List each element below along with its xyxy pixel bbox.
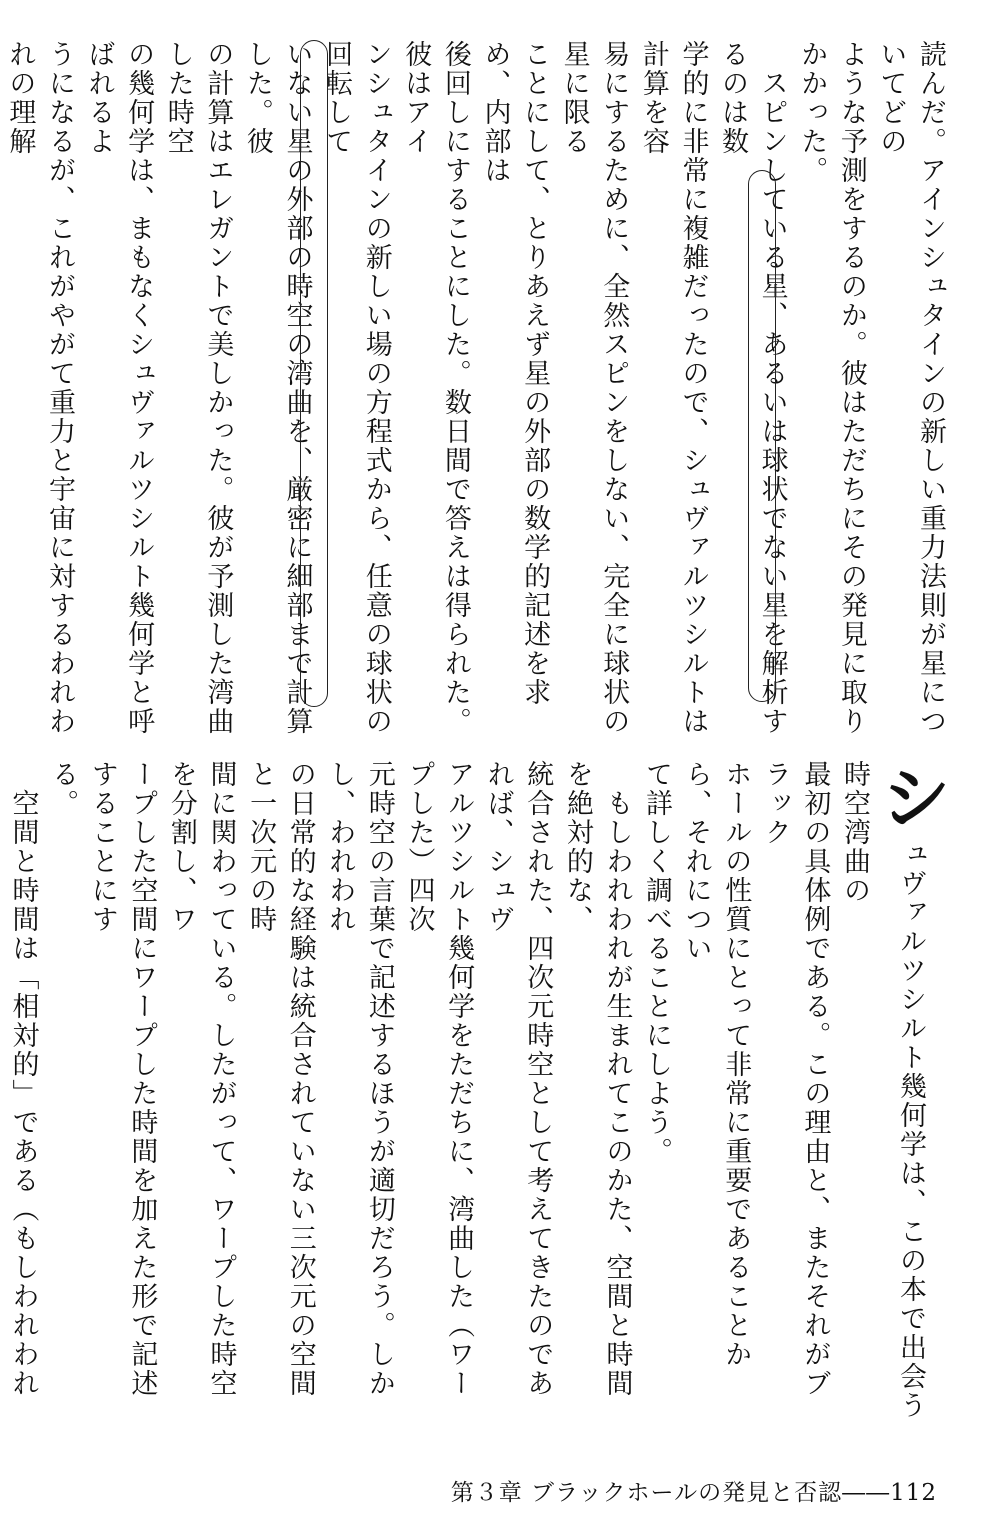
text-column: アルツシルト幾何学をただちに、湾曲した（ワープした）四次: [403, 760, 475, 1398]
page-footer: [451, 1474, 937, 1507]
lower-text-block: [7, 760, 953, 1420]
text-column: 統合された、四次元時空として考えてきたのであれば、シュヴ: [482, 760, 554, 1398]
text-column: の計算はエレガントで美しかった。彼が予測した湾曲した時空: [162, 40, 234, 736]
text-column: 学的に非常に複雑だったので、シュヴァルツシルトは計算を容: [637, 40, 709, 736]
text-column: ような予測をするのか。彼はただちにその発見に取りかかった。: [796, 40, 867, 736]
page-number: 112: [890, 1480, 937, 1506]
text-column: [834, 760, 953, 1420]
footer-dash: ――: [842, 1480, 891, 1506]
text-column: の幾何学は、まもなくシュヴァルツシルト幾何学と呼ばれるよ: [83, 40, 155, 736]
text-column: の日常的な経験は統合されていない三次元の空間と一次元の時: [245, 760, 316, 1398]
text-column: 間に関わっている。したがって、ワープした時空を分割し、ワ: [165, 760, 237, 1398]
text-column: 元時空の言葉で記述するほうが適切だろう。しかし、われわれ: [324, 760, 395, 1398]
text-column: ンシュタインの新しい場の方程式から、任意の球状の回転して: [321, 40, 392, 736]
text-column: 読んだ。アインシュタインの新しい重力法則が星についてどの: [875, 40, 946, 736]
text-column: いない星の外部の時空の湾曲を、厳密に細部まで計算した。彼: [241, 40, 313, 736]
text-column: ープした空間にワープした時間を加えた形で記述することにす: [86, 760, 158, 1398]
text-column-body: ュヴァルツシルト幾何学は、この本で出会う時空湾曲の: [839, 760, 926, 1420]
chapter-label: 第３章: [450, 1480, 523, 1506]
text-column: もしわれわれが生まれてこのかた、空間と時間を絶対的な、: [561, 760, 633, 1398]
text-column: て詳しく調べることにしよう。: [641, 760, 673, 1166]
text-column: ことにして、とりあえず星の外部の数学的記述を求め、内部は: [479, 40, 551, 707]
upper-text-block: [4, 40, 950, 745]
text-column: スピンしている星、あるいは球状でない星を解析するのは数: [717, 40, 788, 736]
text-column: うになるが、これがやがて重力と宇宙に対するわれわれの理解: [4, 40, 75, 736]
chapter-title: ブラックホールの発見と否認: [531, 1480, 843, 1506]
text-column: 後回しにすることにした。数日間で答えは得られた。彼はアイ: [400, 40, 471, 736]
drop-cap: シ: [868, 760, 953, 834]
text-column: ホールの性質にとって非常に重要であることから、それについ: [680, 760, 752, 1369]
text-column: る。: [47, 760, 79, 818]
text-column: 空間と時間は「相対的」である（もしわれわれ: [7, 789, 39, 1398]
text-column: 最初の具体例である。この理由と、またそれがブラック: [759, 760, 831, 1398]
text-column: 易にするために、全然スピンをしない、完全に球状の星に限る: [558, 40, 630, 736]
